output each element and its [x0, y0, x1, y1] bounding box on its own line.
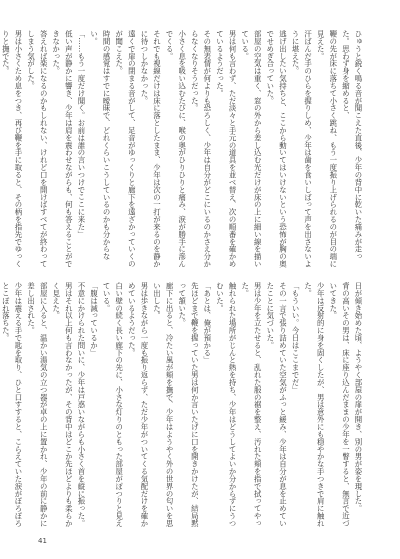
- upper-text-block: ひゅうと鋭く鳴る音が聞こえた直後、少年の背中に乾いた痛みが走った。思わず身を縮めると、 鞭の先が床に落ちて小さく跳ね、もう一度振り上げられるのが目の端に見えた。 汗ばんだ手のひらを握りしめ、少年は歯を食いしばって声を出さないように堪えた。 逃げ出したい気持ちと、ここから動いてはいけないという恐怖が胸の奥でせめぎ合っていた。 部屋の空気は重く、窓の外から差し込む光だけが床の上に細い線を描いている。 男は何も言わず、ただ淡々と手元の道具を並べ替え、次の順番を確かめているようだった。 その無表情が何よりも恐ろしく、少年は自分がどこにいるのかさえ分からなくなりそうだった。 小さく息を吸い込むたびに、喉の奥がひりひりと痛み、涙が勝手に滲んでくる。 それでも視線だけは床に落としたまま、少年は次の一打が来るのを静かに待つしかなかった。 遠くで扉の閉まる音がして、足音がゆっくりと廊下を遠ざかっていくのが聞こえた。 時間の感覚はすでに曖昧で、どれくらいこうしているのかも分からない。 「……もう一度だけ聞く。お前は誰の言いつけでここに来た」 低い声が静かに響き、少年は肩を震わせながらも、何も答えることができなかった。 答えれば楽になるのかもしれない、けれど口を開けばすべてが終わってしまう気がした。 男は小さくため息をつき、再び鞭を手に取ると、その柄を指先でゆっくりと撫でた。: [1, 30, 363, 268]
- page-number: 41: [38, 537, 47, 545]
- lower-text-block: 日が傾き始めた頃、ようやく部屋の扉が開き、別の男が姿を現した。 背の高いその男は、床に座り込んだままの少年を一瞥すると、無言で近づいてきた。 少年は反射的に身を固くしたが、男は意外にも穏やかな手つきで肩に触れた。 「もういい。今日はここまでだ」 その一言で張り詰めていた空気がふっと緩み、少年は自分が息を止めていたことに気づいた。 男は少年を立たせると、乱れた服の裾を整え、汚れた頬を指で拭ってやった。 触れられた場所がじんと熱を持ち、少年はどうしてよいか分からずにうつむいた。 「あとは、俺が預かる」 先ほどまで鞭を握っていた男は何か言いたげに口を開きかけたが、結局黙って頷いた。 廊下に出ると、冷たい風が頬を撫で、少年はようやく外の世界の匂いを思い出した。 男は歩きながら一度も振り返らず、ただ少年がついてくる気配だけを確かめているようだった。 白い壁の続く長い廊下の先に、小さな灯りのともった部屋がぽつりと見えている。 「腹は減っているか」 不意にかけられた問いに、少年は戸惑いながらも小さく首を縦に振った。 男はそれ以上何も言わなかったが、その背中はどこか先ほどよりも柔らかく見えた。 部屋に入ると、温かい湯気の立つ器が卓の上に置かれ、少年の前に静かに差し出された。 少年は震える手で匙を取り、ひと口すすると、こらえていた涙がぽろぽろとこぼれ落ちた。: [1, 282, 363, 527]
